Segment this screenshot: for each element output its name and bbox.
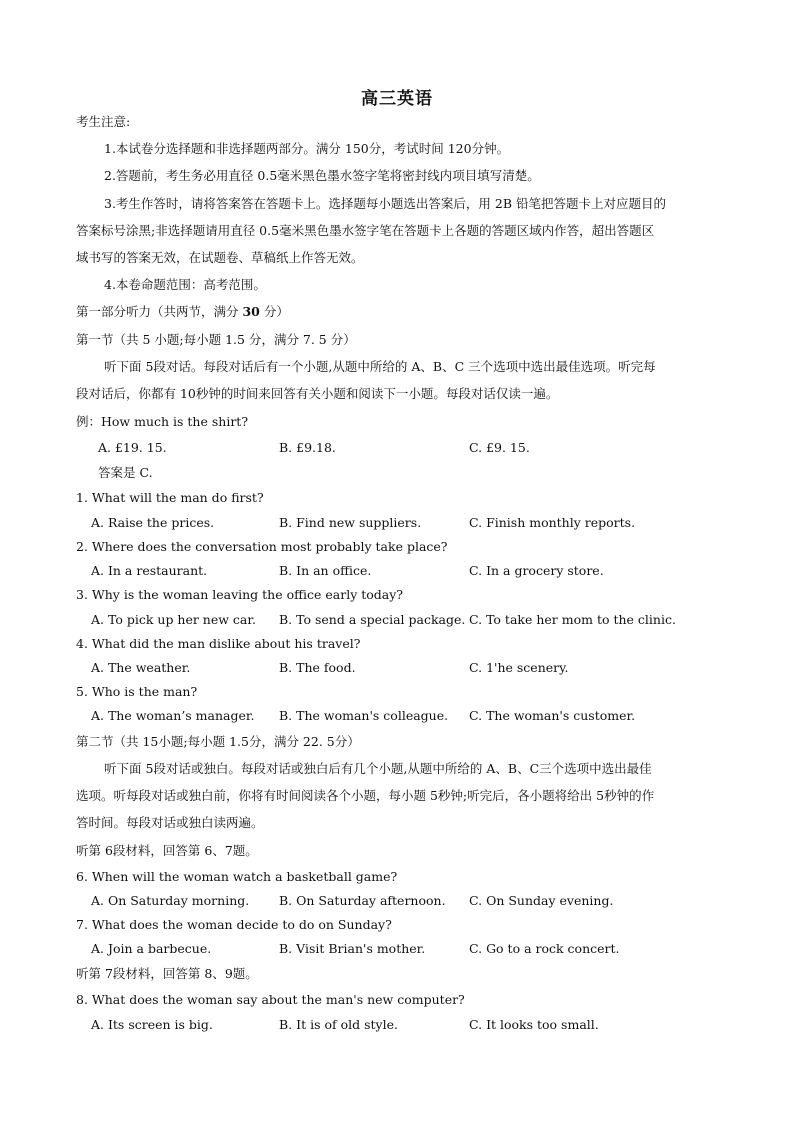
question-8-option-a: A. Its screen is big. [91, 1017, 213, 1032]
example-answer: 答案是 C. [98, 465, 153, 480]
material-6-heading: 听第 6段材料，回答第 6、7题。 [76, 843, 258, 858]
notice-item-3-cont: 答案标号涂黑;非选择题请用直径 0.5毫米黑色墨水签字笔在答题卡上各题的答题区域内作答，超出答题区 [76, 223, 655, 238]
question-3-option-a: A. To pick up her new car. [91, 612, 256, 627]
section2-instructions-2: 选项。听每段对话或独白前，你将有时间阅读各个小题，每小题 5秒钟;听完后，各小题将给出 5秒钟的作 [76, 788, 655, 803]
question-1-option-b: B. Find new suppliers. [279, 515, 422, 530]
example-option-c: C. £9. 15. [469, 440, 530, 455]
question-5-option-a: A. The woman’s manager. [91, 708, 255, 723]
question-6-option-b: B. On Saturday afternoon. [279, 893, 446, 908]
section2-instructions-1: 听下面 5段对话或独白。每段对话或独白后有几个小题,从题中所给的 A、B、C三个选项中选出最佳 [104, 761, 652, 776]
section2-heading: 第二节（共 15小题;每小题 1.5分，满分 22. 5分） [76, 734, 360, 749]
notice-item-3: 3.考生作答时，请将答案答在答题卡上。选择题每小题选出答案后，用 2B 铅笔把答题卡上对应题目的 [104, 196, 667, 211]
page-title: 高三英语 [361, 89, 433, 109]
question-6-option-a: A. On Saturday morning. [91, 893, 250, 908]
question-1-option-c: C. Finish monthly reports. [469, 515, 636, 530]
question-1: 1. What will the man do first? [76, 490, 264, 505]
part1-heading-end: 分） [259, 304, 289, 319]
question-8: 8. What does the woman say about the man's new computer? [76, 992, 465, 1007]
question-4-option-b: B. The food. [279, 660, 356, 675]
question-3-option-c: C. To take her mom to the clinic. [469, 612, 676, 627]
question-5-option-c: C. The woman's customer. [469, 708, 636, 723]
notice-item-1: 1.本试卷分选择题和非选择题两部分。满分 150分，考试时间 120分钟。 [104, 141, 510, 156]
question-4-option-a: A. The weather. [91, 660, 191, 675]
question-2-option-a: A. In a restaurant. [91, 563, 208, 578]
section1-instructions-2: 段对话后，你都有 10秒钟的时间来回答有关小题和阅读下一小题。每段对话仅读一遍。 [76, 386, 559, 401]
notice-item-3-cont2: 域书写的答案无效，在试题卷、草稿纸上作答无效。 [76, 250, 364, 265]
section2-instructions-3: 答时间。每段对话或独白读两遍。 [76, 815, 264, 830]
question-2-option-b: B. In an office. [279, 563, 372, 578]
question-3: 3. Why is the woman leaving the office early today? [76, 587, 403, 602]
material-7-heading: 听第 7段材料，回答第 8、9题。 [76, 966, 258, 981]
question-1-option-a: A. Raise the prices. [91, 515, 215, 530]
part1-heading [76, 303, 718, 321]
notice-heading: 考生注意: [76, 114, 131, 129]
question-4: 4. What did the man dislike about his travel? [76, 636, 361, 651]
question-8-option-c: C. It looks too small. [469, 1017, 599, 1032]
question-2: 2. Where does the conversation most probably take place? [76, 539, 448, 554]
question-5-option-b: B. The woman's colleague. [279, 708, 449, 723]
question-8-option-b: B. It is of old style. [279, 1017, 398, 1032]
section1-instructions-1: 听下面 5段对话。每段对话后有一个小题,从题中所给的 A、B、C 三个选项中选出最佳选项。听完每 [104, 359, 656, 374]
question-4-option-c: C. 1'he scenery. [469, 660, 569, 675]
question-6: 6. When will the woman watch a basketball game? [76, 869, 398, 884]
question-5: 5. Who is the man? [76, 684, 198, 699]
question-7-option-c: C. Go to a rock concert. [469, 941, 620, 956]
part1-heading-text: 第一部分听力（共两节，满分 [76, 304, 243, 319]
question-7-option-a: A. Join a barbecue. [91, 941, 212, 956]
question-3-option-b: B. To send a special package. [279, 612, 466, 627]
question-2-option-c: C. In a grocery store. [469, 563, 604, 578]
example-option-b: B. £9.18. [279, 440, 336, 455]
part1-score: 30 [242, 304, 260, 319]
question-6-option-c: C. On Sunday evening. [469, 893, 614, 908]
notice-item-4: 4.本卷命题范围：高考范围。 [104, 277, 266, 292]
question-7: 7. What does the woman decide to do on Sunday? [76, 917, 392, 932]
notice-item-2: 2.答题前，考生务必用直径 0.5毫米黑色墨水签字笔将密封线内项目填写清楚。 [104, 168, 540, 183]
example-question: 例：How much is the shirt? [76, 414, 249, 429]
question-7-option-b: B. Visit Brian's mother. [279, 941, 426, 956]
section1-heading: 第一节（共 5 小题;每小题 1.5 分，满分 7. 5 分） [76, 332, 356, 347]
example-option-a: A. £19. 15. [98, 440, 167, 455]
